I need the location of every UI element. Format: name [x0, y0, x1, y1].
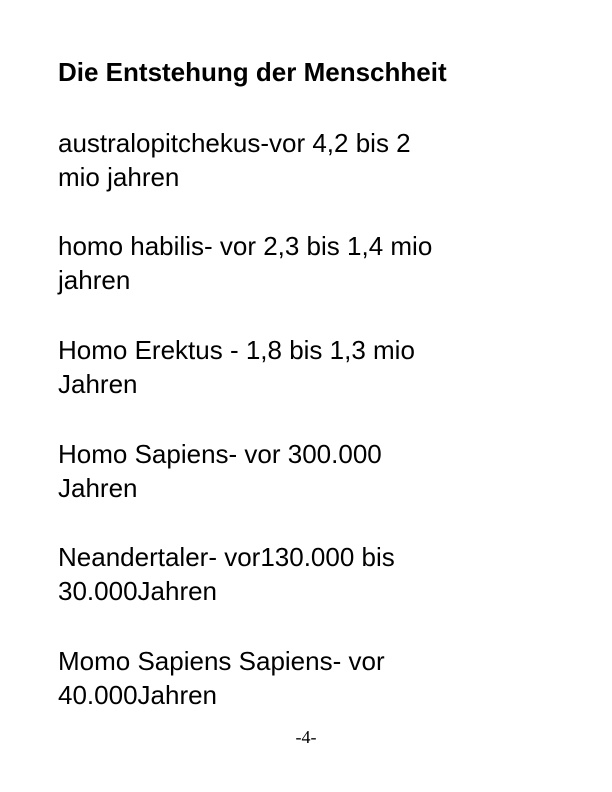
species-entry-australopithecus — [58, 126, 558, 194]
entry-line: Neandertaler- vor130.000 bis — [58, 542, 395, 572]
entry-line: Homo Erektus - 1,8 bis 1,3 mio — [58, 335, 415, 365]
species-entry-homo-sapiens — [58, 437, 558, 505]
page-title: Die Entstehung der Menschheit — [58, 57, 447, 87]
species-entry-homo-erektus — [58, 333, 558, 401]
entry-line: australopitchekus-vor 4,2 bis 2 — [58, 128, 411, 158]
entry-line: 40.000Jahren — [58, 680, 218, 710]
entry-line: mio jahren — [58, 162, 180, 192]
entry-line: Jahren — [58, 369, 138, 399]
entry-line: Homo Sapiens- vor 300.000 — [58, 439, 382, 469]
species-entry-neandertaler — [58, 540, 558, 608]
page-number: -4- — [295, 727, 317, 747]
species-entry-homo-habilis — [58, 229, 558, 297]
entry-line: Jahren — [58, 473, 138, 503]
entry-line: jahren — [58, 265, 131, 295]
species-entry-homo-sapiens-sapiens — [58, 644, 558, 712]
entry-line: homo habilis- vor 2,3 bis 1,4 mio — [58, 231, 433, 261]
entry-line: Momo Sapiens Sapiens- vor — [58, 646, 385, 676]
entry-line: 30.000Jahren — [58, 576, 218, 606]
